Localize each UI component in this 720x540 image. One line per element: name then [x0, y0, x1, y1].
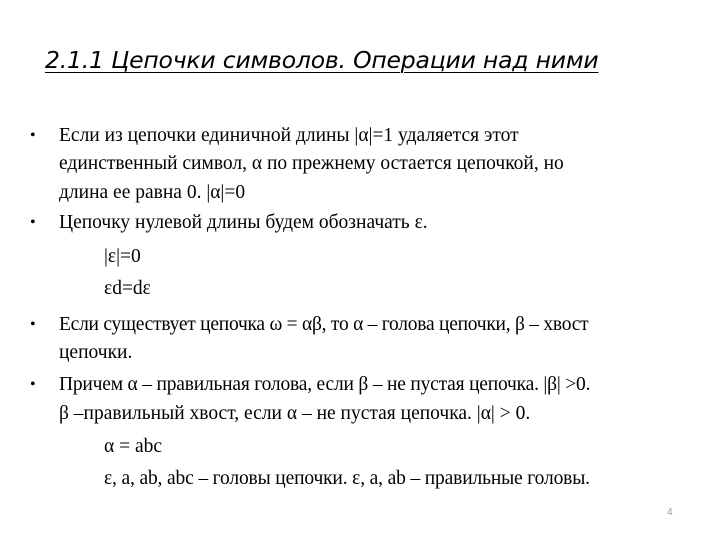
- bullet-1-line-3: длина ее равна 0. |α|=0: [59, 182, 246, 203]
- bullet-3-line-1: Если существует цепочка ω = αβ, то α – голова цепочки, β – хвост: [59, 314, 589, 335]
- bullet-4-line-1: Причем α – правильная голова, если β – не пустая цепочка. |β| >0.: [59, 374, 591, 395]
- bullet-marker: •: [30, 376, 36, 393]
- bullet-marker: •: [30, 127, 36, 144]
- bullet-1-line-2: единственный символ, α по прежнему остается цепочкой, но: [59, 153, 564, 174]
- bullet-4-example-2: ε, a, ab, abc – головы цепочки. ε, a, ab – правильные головы.: [104, 468, 590, 489]
- page-number: 4: [667, 507, 673, 518]
- bullet-marker: •: [30, 316, 36, 333]
- bullet-3-line-2: цепочки.: [59, 342, 133, 363]
- bullet-2-formula-1: |ε|=0: [104, 246, 141, 267]
- bullet-4-line-2: β –правильный хвост, если α – не пустая цепочка. |α| > 0.: [59, 403, 531, 424]
- slide-title: 2.1.1 Цепочки символов. Операции над ними: [45, 46, 599, 74]
- bullet-4-example-1: α = abc: [104, 436, 163, 457]
- bullet-1-line-1: Если из цепочки единичной длины |α|=1 удаляется этот: [59, 125, 519, 146]
- bullet-2-formula-2: εd=dε: [104, 278, 151, 299]
- bullet-marker: •: [30, 214, 36, 231]
- bullet-2-line-1: Цепочку нулевой длины будем обозначать ε.: [59, 212, 428, 233]
